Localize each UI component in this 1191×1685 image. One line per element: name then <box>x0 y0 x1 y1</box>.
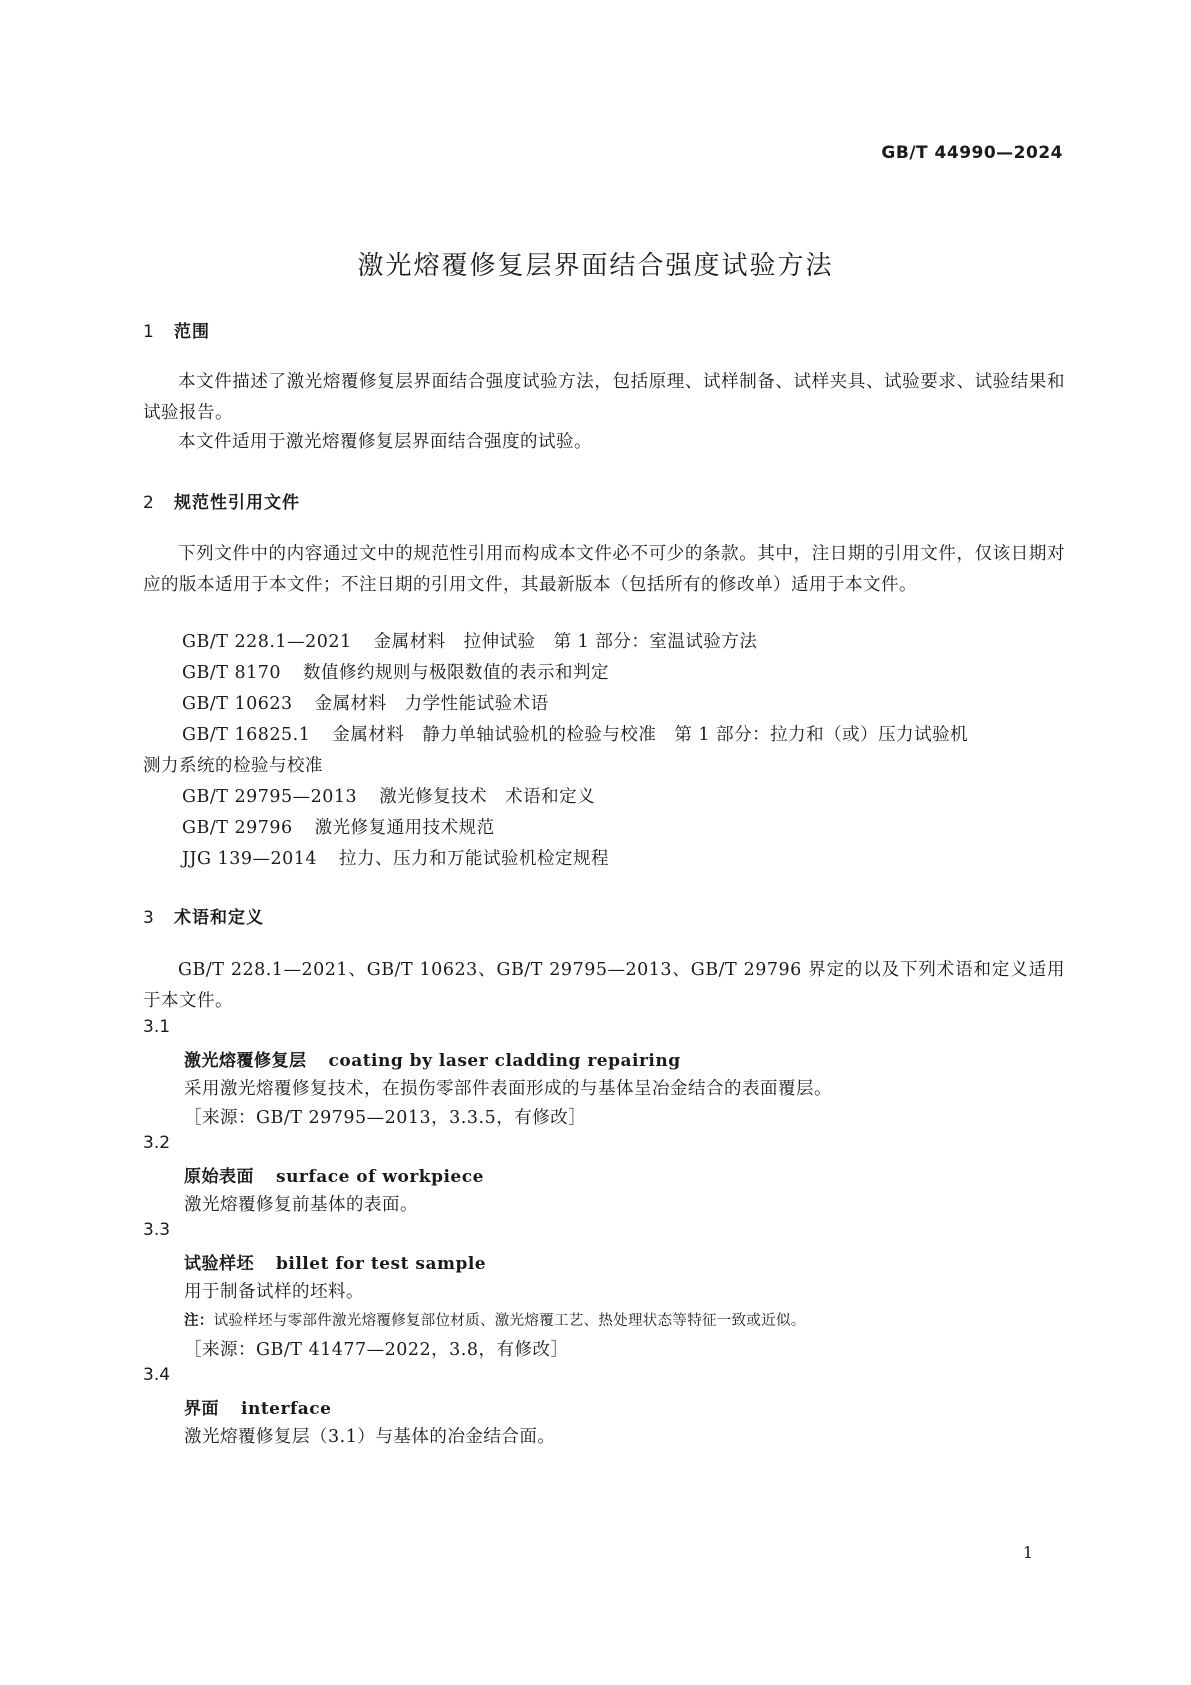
reference-item <box>182 720 968 751</box>
section-1-heading <box>143 317 210 342</box>
term-number: 3.4 <box>143 1365 171 1385</box>
reference-code: GB/T 10623 <box>182 694 293 714</box>
term-name <box>184 1046 681 1071</box>
reference-title: 激光修复技术 术语和定义 <box>379 787 596 807</box>
term-name <box>184 1162 484 1187</box>
reference-continuation: 测力系统的检验与校准 <box>143 756 323 776</box>
reference-title: 金属材料 拉伸试验 第 1 部分：室温试验方法 <box>373 632 758 652</box>
reference-item <box>182 658 609 689</box>
reference-title: 金属材料 静力单轴试验机的检验与校准 第 1 部分：拉力和（或）压力试验机 <box>332 725 969 745</box>
reference-item <box>182 782 595 813</box>
section-title: 术语和定义 <box>174 908 264 928</box>
reference-code: GB/T 8170 <box>182 663 282 683</box>
term-name-en: interface <box>241 1399 332 1419</box>
section-1-paragraph-1: 本文件描述了激光熔覆修复层界面结合强度试验方法，包括原理、试样制备、试样夹具、试验要求、试验结果和试验报告。 <box>143 372 1065 423</box>
term-note <box>184 1309 806 1330</box>
document-code: GB/T 44990—2024 <box>881 143 1063 163</box>
term-number: 3.3 <box>143 1220 171 1240</box>
term-source: ［来源：GB/T 41477—2022，3.8，有修改］ <box>184 1340 569 1360</box>
reference-item <box>182 813 495 844</box>
term-definition: 激光熔覆修复前基体的表面。 <box>184 1195 418 1215</box>
reference-item <box>182 627 757 658</box>
section-3-heading <box>143 903 264 928</box>
section-3-intro: GB/T 228.1—2021、GB/T 10623、GB/T 29795—2013、GB/T 29796 界定的以及下列术语和定义适用于本文件。 <box>143 960 1065 1011</box>
term-name-cn: 试验样坯 <box>184 1254 254 1274</box>
reference-title: 金属材料 力学性能试验术语 <box>314 694 549 714</box>
term-source: ［来源：GB/T 29795—2013，3.3.5，有修改］ <box>184 1108 587 1128</box>
term-name-en: surface of workpiece <box>276 1167 484 1187</box>
reference-item <box>182 844 609 875</box>
term-name-cn: 界面 <box>184 1399 219 1419</box>
term-number: 3.1 <box>143 1017 171 1037</box>
note-text: 试验样坯与零部件激光熔覆修复部位材质、激光熔覆工艺、热处理状态等特征一致或近似。 <box>213 1313 806 1329</box>
term-definition: 用于制备试样的坯料。 <box>184 1282 364 1302</box>
term-name-cn: 激光熔覆修复层 <box>184 1051 307 1071</box>
document-title: 激光熔覆修复层界面结合强度试验方法 <box>357 251 834 281</box>
reference-code: GB/T 228.1—2021 <box>182 632 352 652</box>
reference-code: GB/T 29796 <box>182 818 293 838</box>
term-name <box>184 1249 486 1274</box>
page-number: 1 <box>1022 1543 1033 1562</box>
section-2-intro: 下列文件中的内容通过文中的规范性引用而构成本文件必不可少的条款。其中，注日期的引用文件，仅该日期对应的版本适用于本文件；不注日期的引用文件，其最新版本（包括所有的修改单）适用于本文件。 <box>143 544 1065 595</box>
reference-code: GB/T 16825.1 <box>182 725 311 745</box>
reference-code: JJG 139—2014 <box>182 849 318 869</box>
term-definition: 采用激光熔覆修复技术，在损伤零部件表面形成的与基体呈冶金结合的表面覆层。 <box>184 1079 832 1099</box>
note-label: 注： <box>184 1313 214 1329</box>
section-title: 规范性引用文件 <box>174 493 300 513</box>
section-number: 3 <box>143 908 155 928</box>
term-number: 3.2 <box>143 1133 171 1153</box>
reference-code: GB/T 29795—2013 <box>182 787 358 807</box>
term-name-en: coating by laser cladding repairing <box>328 1051 681 1071</box>
term-definition: 激光熔覆修复层（3.1）与基体的冶金结合面。 <box>184 1427 556 1447</box>
reference-item <box>182 689 549 720</box>
section-number: 1 <box>143 322 155 342</box>
reference-title: 激光修复通用技术规范 <box>314 818 495 838</box>
section-title: 范围 <box>174 322 210 342</box>
section-number: 2 <box>143 493 155 513</box>
term-name <box>184 1394 331 1419</box>
term-name-en: billet for test sample <box>276 1254 487 1274</box>
section-2-heading <box>143 488 300 513</box>
section-1-paragraph-2: 本文件适用于激光熔覆修复层界面结合强度的试验。 <box>178 432 592 452</box>
reference-title: 拉力、压力和万能试验机检定规程 <box>339 849 610 869</box>
reference-title: 数值修约规则与极限数值的表示和判定 <box>303 663 610 683</box>
term-name-cn: 原始表面 <box>184 1167 254 1187</box>
